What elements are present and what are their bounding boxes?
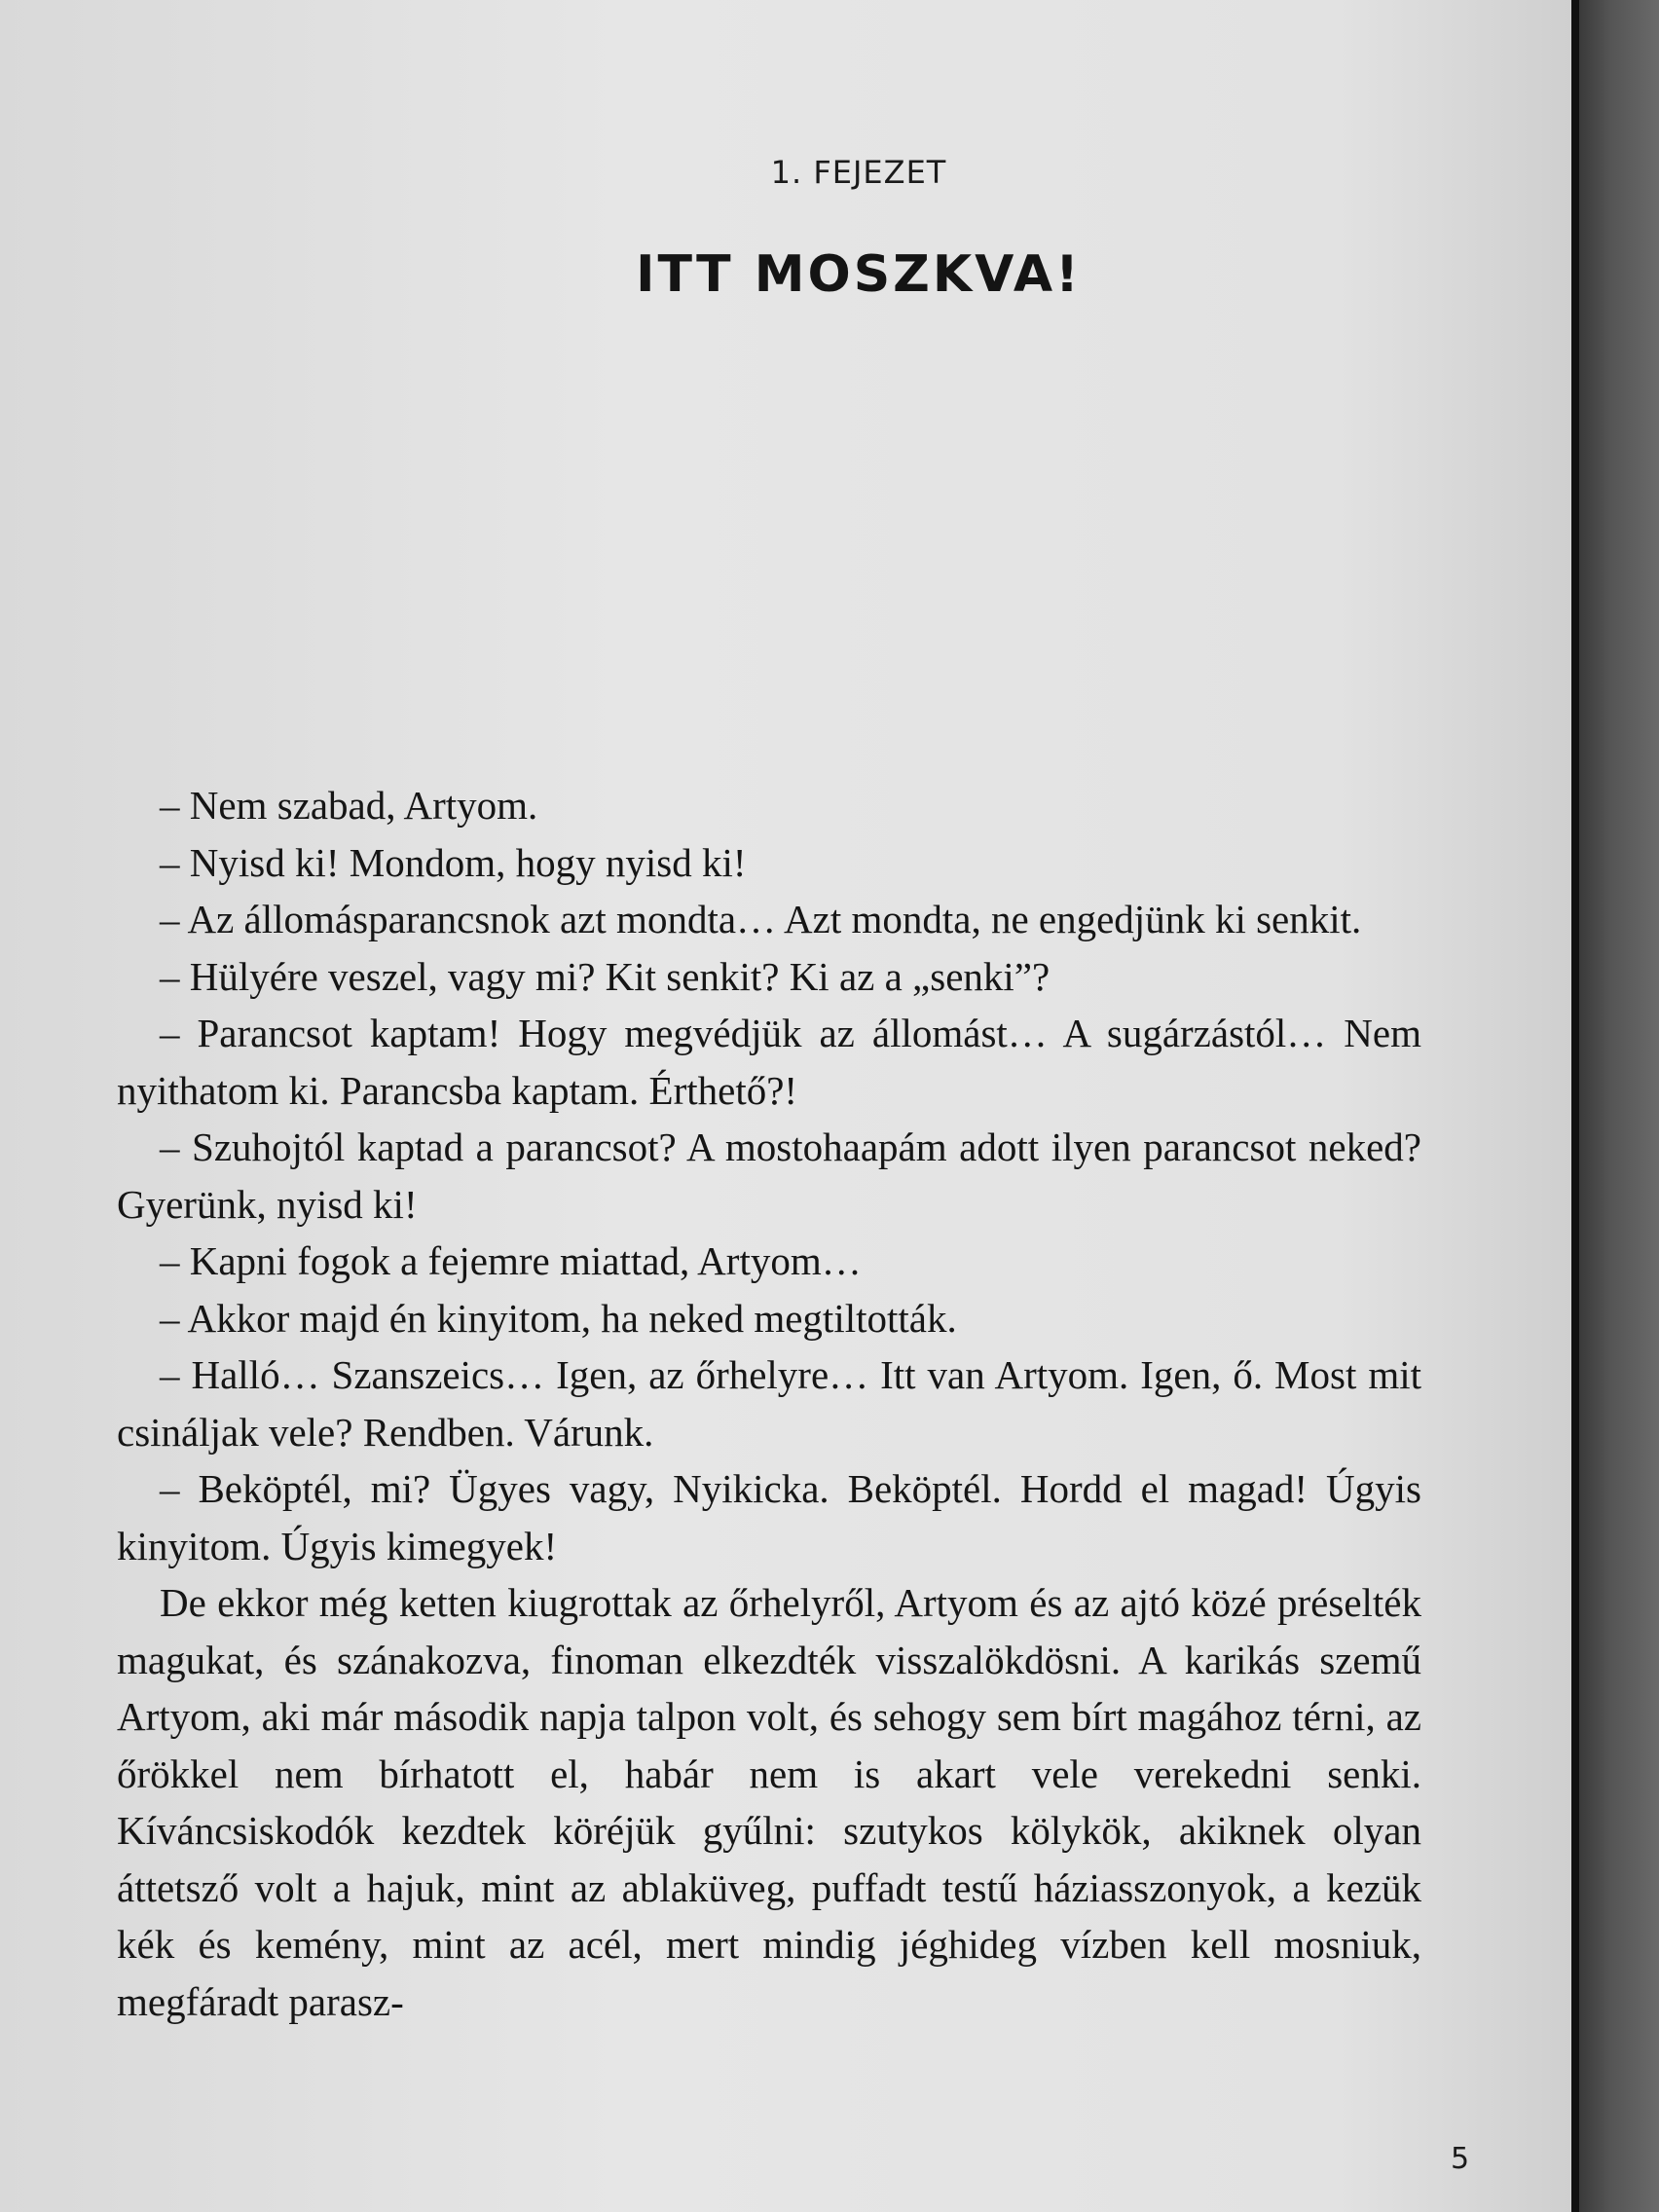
paragraph: – Nyisd ki! Mondom, hogy nyisd ki! xyxy=(160,839,747,885)
paragraph: – Az állomásparancsnok azt mondta… Azt mondta, ne engedjünk ki senkit. xyxy=(160,897,1362,941)
chapter-label: 1. FEJEZET xyxy=(770,154,947,191)
paragraph: – Beköptél, mi? Ügyes vagy, Nyikicka. Beköptél. Hordd el magad! Úgyis kinyitom. Úgyis kimegyek! xyxy=(117,1466,1421,1568)
paragraph: – Szuhojtól kaptad a parancsot? A mostohaapám adott ilyen parancsot neked? Gyerünk, nyisd ki! xyxy=(117,1124,1421,1227)
body-text xyxy=(117,777,1421,2030)
page-number: 5 xyxy=(1451,2142,1470,2176)
page-edge xyxy=(1571,0,1579,2212)
paragraph: – Halló… Szanszeics… Igen, az őrhelyre… Itt van Artyom. Igen, ő. Most mit csináljak vele? Rendben. Várunk. xyxy=(117,1352,1421,1455)
paragraph: – Kapni fogok a fejemre miattad, Artyom… xyxy=(160,1238,862,1283)
paragraph: De ekkor még ketten kiugrottak az őrhelyről, Artyom és az ajtó közé préselték magukat, és szánakozva, finoman elkezdték visszalökdösni. A karikás szemű Artyom, aki már második napja talpon volt, és sehogy sem bírt magához térni, az őrökkel nem bírhatott el, habár nem is akart vele verekedni senki. Kíváncsiskodók kezdtek köréjük gyűlni: szutykos kölykök, akiknek olyan áttetsző volt a hajuk, mint az ablaküveg, puffadt testű háziasszonyok, a kezük kék és kemény, mint az acél, mert mindig jéghideg vízben kell mosniuk, megfáradt parasz- xyxy=(117,1580,1421,2024)
backdrop xyxy=(1579,0,1659,2212)
chapter-title: ITT MOSZKVA! xyxy=(636,245,1082,304)
paragraph: – Parancsot kaptam! Hogy megvédjük az állomást… A sugárzástól… Nem nyithatom ki. Parancsba kaptam. Érthető?! xyxy=(117,1011,1421,1113)
paragraph: – Hülyére veszel, vagy mi? Kit senkit? Ki az a „senki”? xyxy=(160,953,1051,999)
paragraph: – Nem szabad, Artyom. xyxy=(160,783,538,828)
paragraph: – Akkor majd én kinyitom, ha neked megtiltották. xyxy=(160,1295,957,1341)
